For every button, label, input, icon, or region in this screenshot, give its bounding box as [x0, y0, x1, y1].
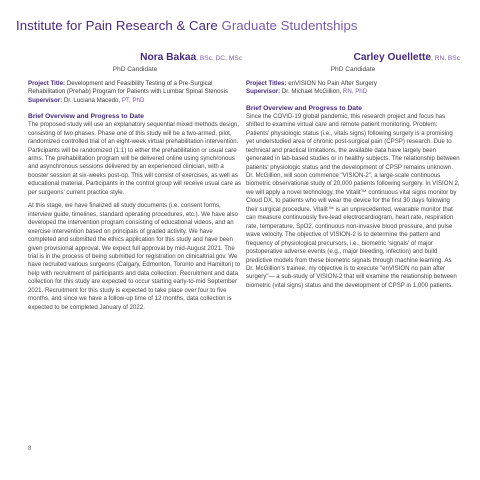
- student-credentials: , RN, BSc: [431, 55, 460, 62]
- overview-paragraph: Since the COVID-19 global pandemic, this research project and focus has shifted to examine virtual care and remote patient monitoring. Problem: Patients' physiologic status (i.e., vitals signs) following surgery is a promising yet understudied area of chronic post-surgical pain (CPSP) research. Due to technical and practical limitations, the available data have largely been generated in lab-based studies or in healthy subjects. The relationship between patients' physiologic status and the development of CPSP remains unknown. Dr. McGillion, will soon commence "VISION-2", a large-scale continuous biometric observational study of 20,000 patients following surgery. In VISION 2, we will apply a novel technology, the Vitalit™ continuous vital signs monitor by Cloud DX, to patients who will wear the device for the first 30 days following their surgical procedure. Vitalit™ is an unprecedented, wearable monitor that can measure continuously five-lead electrocardiogram, heart rate, respiration rate, temperature, SpO2, continuous non-invasive blood pressure, and pulse wave velocity. The objective of VISION-2 is to determine the pattern and frequency of physiological precursors, i.e., biometric 'signals' of major postoperative adverse events (e.g., major bleeding, infection) and build predictive models from these biometric signals through machine learning. As Dr. McGillion's trainee, my objective is to execute "enVISION no pain after surgery"— a sub-study of VISION-2 that will examine the relationship between biometric (vital signs) status and the development of CPSP in 1,000 patients.: [246, 112, 460, 289]
- left-column: [28, 52, 242, 312]
- overview-paragraph: The proposed study will use an explanatory sequential mixed methods design, consisting of two phases. Phase one of this study will be a two-armed, pilot, randomized controlled trial of an eight-week virtual prehabilitation intervention. Participants will be randomized (1:1) to either the prehabilitation or usual care arms. The prehabilitation program will be delivered online using synchronous and asynchronous sessions delivered by an experienced clinician, with a booster session at six-weeks post-op. This will consist of exercises, as well as educational material. Participants in the control group will receive usual care as per surgeons' current practice style.: [28, 121, 242, 196]
- supervisor: [246, 88, 460, 96]
- project-title: [246, 80, 460, 88]
- student-name: Carley Ouellette: [353, 52, 432, 63]
- supervisor-credentials: RN, PhD: [341, 88, 368, 96]
- supervisor-label: Supervisor:: [28, 96, 63, 104]
- title-sub: Graduate Studentships: [221, 18, 358, 33]
- page-number: 8: [28, 446, 32, 452]
- student-name: Nora Bakaa: [140, 52, 197, 63]
- student-credentials: , BSc, DC, MSc: [196, 55, 242, 62]
- project-title: [28, 80, 242, 97]
- overview-heading: Brief Overview and Progress to Date: [28, 113, 144, 121]
- project-title-label: Project Titles:: [246, 80, 287, 87]
- supervisor-label: Supervisor:: [246, 88, 281, 96]
- supervisor-name: Dr. Michael McGillion,: [280, 88, 342, 96]
- overview-heading: Brief Overview and Progress to Date: [246, 104, 362, 112]
- page-title: [16, 18, 357, 33]
- project-title-label: Project Title:: [28, 80, 66, 87]
- supervisor-name: Dr. Luciana Macedo,: [62, 96, 121, 104]
- title-main: Institute for Pain Research & Care: [16, 18, 218, 33]
- student-name-line: [246, 52, 460, 65]
- project-title-value: enVISION No Pain After Surgery: [286, 80, 377, 87]
- right-column: [246, 52, 460, 290]
- student-role: PhD Candidate: [330, 66, 376, 73]
- supervisor: [28, 97, 242, 105]
- overview-paragraph: At this stage, we have finalized all study documents (i.e. consent forms, interview guide, timelines, standard operating procedures, etc.). We have also developed the intervention program consisting of educational videos, and an exercise intervention based on principals of graded activity. We have completed and submitted the ethics application for this study and have been given provisional approval. We expect full approval by mid-August 2021. The trial is in the process of being submitted for registration on clinicaltrial.gov. We have recruited various surgeons (Calgary, Edmonton, Toronto and Hamilton) to help with recruitment of participants and data collection. Recruitment and data collection for this study are expected to occur starting early-to-mid September 2021. Recruitment for this study is expected to take place over four to five months, and since we have a follow-up time of 12 months, data collection is expected to be completed January of 2022.: [28, 202, 241, 311]
- student-role: PhD Candidate: [112, 66, 158, 73]
- student-name-line: [28, 52, 242, 65]
- project-title-value: Development and Feasibility Testing of a Pre-Surgical Rehabilitation (Prehab) Program for Patients with Lumbar Spinal Stenosis: [28, 80, 229, 96]
- supervisor-credentials: PT, PhD: [120, 96, 145, 104]
